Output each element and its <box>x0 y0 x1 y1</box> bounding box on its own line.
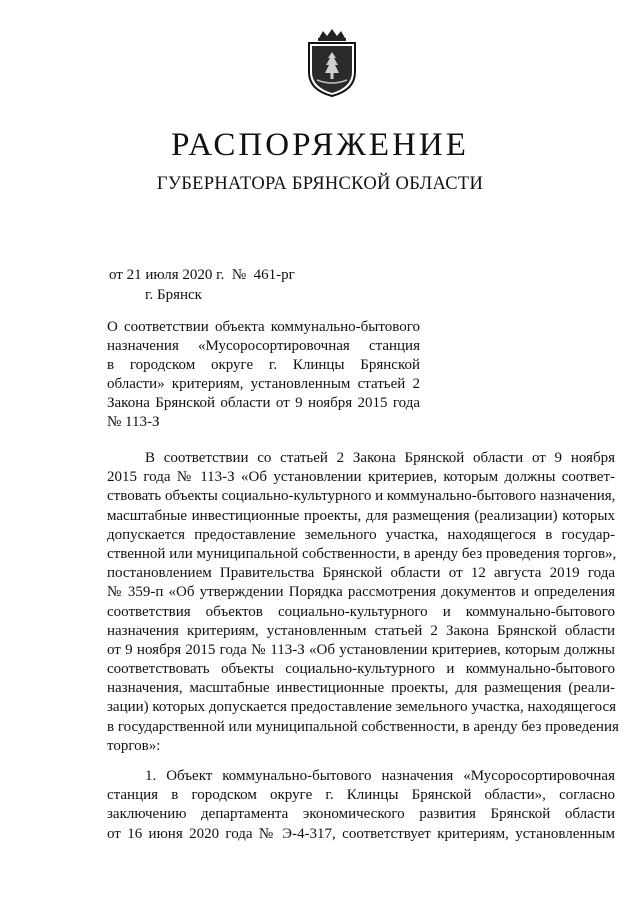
subject-line: назначения «Мусоросортировочная станция <box>107 338 420 354</box>
paragraph-line: назначения, масштабные инвестиционные проекты, для размещения (реали- <box>107 680 615 697</box>
subject-line: О соответствии объекта коммунально-бытового <box>107 319 420 335</box>
paragraph-line: назначения критериям, установленным статьей 2 Закона Брянской области <box>107 622 615 639</box>
paragraph-line: постановлением Правительства Брянской области от 12 августа 2019 года <box>107 565 615 582</box>
paragraph-line: 2015 года № 113-З «Об установлении критериев, которым должны соответ- <box>107 469 615 486</box>
document-subtitle: ГУБЕРНАТОРА БРЯНСКОЙ ОБЛАСТИ <box>156 174 484 194</box>
preamble-paragraph <box>107 449 619 756</box>
paragraph-line: от 9 ноября 2015 года № 113-З «Об установлении критериев, которым должны <box>107 641 615 658</box>
paragraph-line: № 359-п «Об утверждении Порядка рассмотрения документов и определения <box>107 584 615 601</box>
paragraph-line: торгов»: <box>107 737 161 754</box>
paragraph-line: станция в городском округе г. Клинцы Брянской области», согласно <box>107 787 615 804</box>
paragraph-line: соответствия объектов социально-культурного и коммунально-бытового <box>107 603 615 620</box>
document-subject <box>107 318 420 432</box>
paragraph-line: соответствовать объекты социально-культурного и коммунально-бытового <box>107 661 615 678</box>
paragraph-line: от 16 июня 2020 года № Э-4-317, соответствует критериям, установленным <box>107 825 615 842</box>
paragraph-line: ственной или муниципальной собственности, в аренду без проведения торгов», <box>107 545 617 562</box>
paragraph-line: в государственной или муниципальной собственности, в аренду без проведения <box>107 718 619 735</box>
paragraph-line: 1. Объект коммунально-бытового назначения «Мусоросортировочная <box>145 768 615 784</box>
subject-line: в городском округе г. Клинцы Брянской <box>107 357 420 373</box>
coat-of-arms-icon <box>303 28 361 98</box>
document-title: РАСПОРЯЖЕНИЕ <box>171 127 469 163</box>
document-city: г. Брянск <box>145 287 202 303</box>
subject-line: № 113-З <box>107 414 160 430</box>
paragraph-line: заключению департамента экономического развития Брянской области <box>107 806 615 823</box>
paragraph-line: масштабные инвестиционные проекты, для размещения (реализации) которых <box>107 507 615 524</box>
paragraph-line: В соответствии со статьей 2 Закона Брянской области от 9 ноября <box>145 450 615 466</box>
paragraph-line: допускается предоставление земельного участка, находящегося в государ- <box>107 526 615 543</box>
subject-line: Закона Брянской области от 9 ноября 2015 года <box>107 395 420 411</box>
paragraph-line: ствовать объекты социально-культурного и коммунально-бытового назначения, <box>107 488 616 505</box>
document-date-number: от 21 июля 2020 г. № 461-рг <box>109 267 295 283</box>
paragraph-line: зации) которых допускается предоставление земельного участка, находящегося <box>107 699 617 716</box>
subject-line: области» критериям, установленным статьей 2 <box>107 376 420 392</box>
item-1-paragraph <box>107 767 615 844</box>
